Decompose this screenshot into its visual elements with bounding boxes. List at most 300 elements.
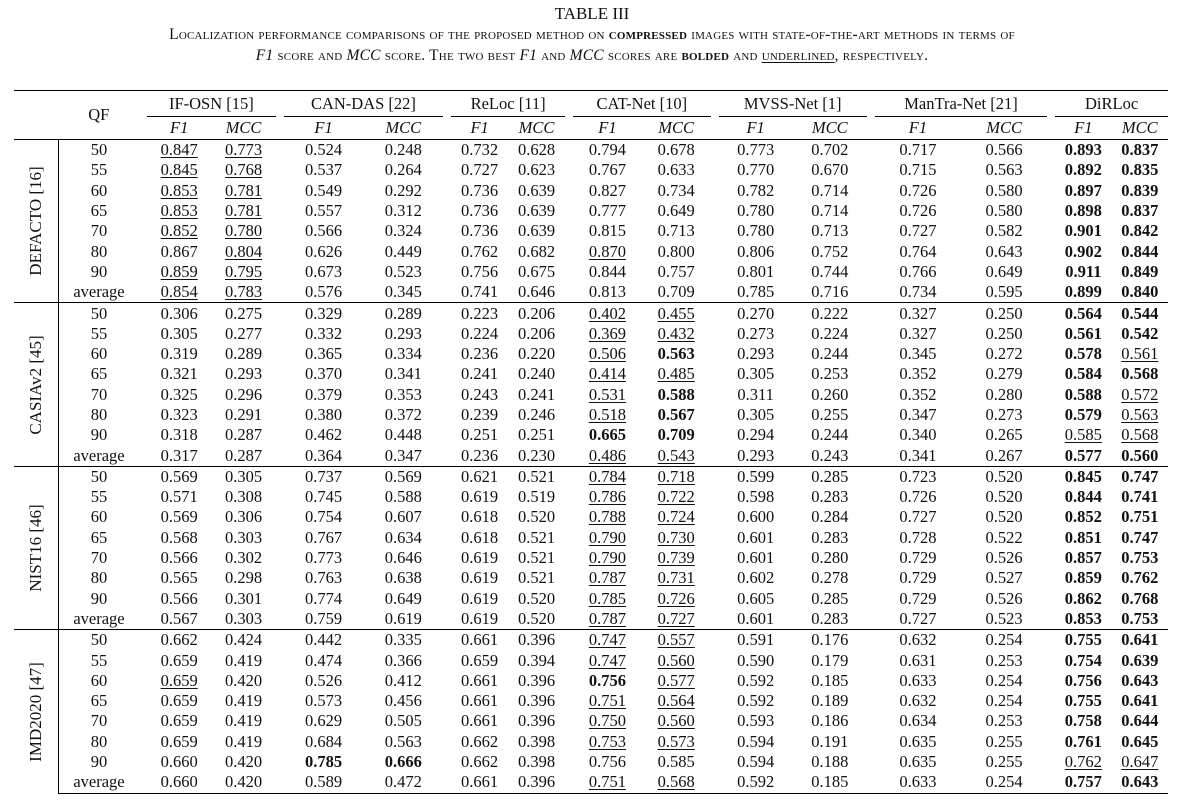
score-value: 0.726: [899, 180, 937, 200]
score-value: 0.188: [811, 752, 849, 772]
score-cell: [642, 528, 711, 548]
dataset-cell: [14, 303, 59, 466]
qf-cell: average: [73, 445, 125, 465]
table-row: [14, 181, 1168, 201]
mcc-header: MCC: [811, 118, 848, 137]
score-value: 0.272: [985, 344, 1023, 364]
score-value: 0.591: [737, 630, 775, 650]
score-cell: [147, 732, 211, 752]
score-cell: [573, 487, 642, 507]
score-value: 0.709: [657, 282, 695, 302]
best-score: 0.561: [1064, 323, 1102, 343]
score-value: 0.766: [899, 261, 937, 281]
score-value: 0.521: [517, 466, 556, 486]
score-value: 0.619: [461, 608, 499, 628]
score-cell: [147, 609, 211, 630]
score-cell: [1055, 201, 1111, 221]
score-cell: [961, 548, 1047, 568]
score-cell: [875, 344, 961, 364]
score-value: 0.244: [811, 425, 849, 445]
score-cell: [961, 445, 1047, 466]
score-value: 0.398: [517, 731, 556, 751]
score-value: 0.634: [899, 711, 937, 731]
score-cell: [961, 609, 1047, 630]
score-cell: [508, 282, 565, 303]
score-value: 0.639: [517, 221, 556, 241]
score-cell: [719, 507, 793, 527]
score-value: 0.757: [657, 261, 695, 281]
score-cell: [573, 344, 642, 364]
second-best-score: 0.572: [1121, 384, 1159, 404]
score-cell: [793, 630, 867, 651]
table-row: [14, 732, 1168, 752]
score-cell: [451, 344, 508, 364]
score-cell: [147, 262, 211, 282]
second-best-score: 0.753: [588, 731, 626, 751]
score-value: 0.527: [985, 568, 1023, 588]
best-score: 0.645: [1121, 731, 1159, 751]
score-cell: [719, 568, 793, 588]
score-cell: [875, 752, 961, 772]
score-cell: [147, 445, 211, 466]
table-row: [14, 711, 1168, 731]
score-cell: [1112, 671, 1168, 691]
score-value: 0.569: [160, 507, 198, 527]
second-best-score: 0.762: [1064, 752, 1102, 772]
score-value: 0.714: [811, 180, 849, 200]
score-cell: [508, 732, 565, 752]
score-value: 0.661: [461, 670, 499, 690]
second-best-score: 0.727: [657, 608, 695, 628]
score-cell: [451, 160, 508, 180]
score-cell: [1055, 303, 1111, 324]
score-value: 0.736: [461, 180, 499, 200]
best-score: 0.665: [588, 425, 626, 445]
score-cell: [961, 282, 1047, 303]
score-value: 0.335: [384, 630, 422, 650]
score-cell: [1055, 324, 1111, 344]
score-cell: [1112, 262, 1168, 282]
score-cell: [363, 548, 443, 568]
table-row: [14, 589, 1168, 609]
score-value: 0.734: [657, 180, 695, 200]
score-cell: [1112, 650, 1168, 670]
score-cell: [719, 181, 793, 201]
score-value: 0.601: [737, 548, 775, 568]
score-value: 0.283: [811, 608, 849, 628]
score-cell: [793, 364, 867, 384]
score-cell: [793, 609, 867, 630]
score-value: 0.474: [305, 650, 343, 670]
score-cell: [211, 691, 275, 711]
score-cell: [1112, 507, 1168, 527]
score-cell: [793, 528, 867, 548]
qf-cell: 70: [90, 548, 108, 568]
score-cell: [642, 445, 711, 466]
second-best-score: 0.560: [657, 650, 695, 670]
score-cell: [1112, 528, 1168, 548]
qf-cell: average: [59, 772, 140, 793]
score-value: 0.280: [985, 384, 1023, 404]
best-score: 0.839: [1121, 180, 1159, 200]
score-cell: [642, 630, 711, 651]
score-cell: [451, 425, 508, 445]
dataset-label: NIST16 [46]: [26, 504, 45, 592]
second-best-score: 0.506: [588, 344, 626, 364]
score-value: 0.449: [384, 241, 422, 261]
score-cell: [147, 221, 211, 241]
score-value: 0.682: [517, 241, 556, 261]
score-cell: [961, 140, 1047, 161]
best-score: 0.768: [1121, 588, 1159, 608]
dataset-header: [14, 91, 59, 140]
table-row: [14, 282, 1168, 303]
score-value: 0.246: [517, 405, 556, 424]
score-cell: [284, 711, 364, 731]
score-cell: [284, 568, 364, 588]
score-cell: [508, 344, 565, 364]
score-cell: [147, 160, 211, 180]
best-score: 0.747: [1121, 466, 1159, 486]
caption-text: score and: [273, 47, 347, 64]
score-cell: [508, 772, 565, 793]
score-cell: [793, 282, 867, 303]
second-best-score: 0.870: [588, 241, 626, 261]
score-cell: [508, 140, 565, 161]
best-score: 0.761: [1064, 731, 1102, 751]
score-cell: [508, 466, 565, 487]
score-cell: [1112, 752, 1168, 772]
score-cell: [147, 671, 211, 691]
score-cell: [642, 671, 711, 691]
score-cell: [875, 528, 961, 548]
score-cell: [875, 385, 961, 405]
method-header: MVSS-Net [1]: [719, 91, 867, 117]
score-value: 0.626: [305, 241, 343, 261]
score-cell: [642, 324, 711, 344]
score-value: 0.472: [384, 772, 422, 792]
table-row: [14, 507, 1168, 527]
mcc-header: MCC: [658, 118, 695, 137]
score-value: 0.243: [811, 445, 849, 465]
second-best-score: 0.768: [224, 160, 263, 180]
best-score: 0.643: [1121, 670, 1159, 690]
score-value: 0.713: [657, 221, 695, 241]
second-best-score: 0.531: [588, 384, 626, 404]
mcc-header: MCC: [986, 118, 1022, 137]
score-value: 0.736: [461, 221, 499, 241]
best-score: 0.751: [1121, 507, 1159, 527]
best-score: 0.852: [1064, 507, 1102, 527]
score-value: 0.619: [384, 608, 422, 628]
best-score: 0.578: [1064, 344, 1102, 364]
score-cell: [363, 528, 443, 548]
score-cell: [719, 282, 793, 303]
score-cell: [211, 711, 275, 731]
score-cell: [875, 772, 961, 793]
table-row: [14, 445, 1168, 466]
score-cell: [573, 303, 642, 324]
score-value: 0.649: [657, 201, 695, 221]
score-cell: [1112, 324, 1168, 344]
table-row: [14, 221, 1168, 241]
score-value: 0.759: [305, 608, 343, 628]
best-score: 0.755: [1064, 691, 1102, 711]
qf-header: QF: [88, 105, 110, 124]
score-cell: [642, 282, 711, 303]
second-best-score: 0.747: [588, 650, 626, 670]
second-best-score: 0.859: [160, 261, 198, 281]
score-cell: [451, 528, 508, 548]
score-cell: [451, 691, 508, 711]
score-value: 0.303: [224, 527, 263, 547]
second-best-score: 0.787: [588, 608, 626, 628]
score-cell: [642, 344, 711, 364]
score-cell: [147, 589, 211, 609]
best-score: 0.564: [1064, 303, 1102, 323]
score-value: 0.293: [737, 344, 775, 364]
score-value: 0.248: [384, 140, 422, 160]
score-value: 0.526: [985, 548, 1023, 568]
score-value: 0.565: [160, 568, 198, 588]
score-cell: [284, 732, 364, 752]
score-cell: [147, 241, 211, 261]
score-cell: [961, 752, 1047, 772]
score-cell: [211, 772, 275, 793]
results-table: [14, 90, 1168, 794]
mcc-header: MCC: [225, 118, 262, 137]
score-value: 0.372: [384, 405, 422, 424]
qf-cell: 60: [90, 507, 108, 527]
qf-cell: 55: [90, 650, 108, 670]
table-row: [14, 548, 1168, 568]
score-cell: [719, 262, 793, 282]
score-value: 0.189: [811, 691, 849, 711]
score-value: 0.321: [160, 364, 198, 384]
score-cell: [284, 324, 364, 344]
f1-header: F1: [314, 118, 333, 137]
score-value: 0.291: [224, 405, 263, 424]
score-cell: [363, 445, 443, 466]
score-value: 0.347: [384, 445, 422, 465]
best-score: 0.666: [384, 752, 422, 772]
score-value: 0.296: [224, 384, 263, 404]
score-cell: [961, 711, 1047, 731]
second-best-score: 0.557: [657, 630, 695, 650]
score-value: 0.661: [461, 772, 499, 792]
score-cell: [961, 160, 1047, 180]
score-value: 0.800: [657, 241, 695, 261]
score-value: 0.727: [899, 608, 937, 628]
qf-cell: 65: [90, 527, 108, 547]
second-best-score: 0.432: [657, 323, 695, 343]
score-cell: [211, 201, 275, 221]
score-cell: [1055, 548, 1111, 568]
score-cell: [875, 671, 961, 691]
score-cell: [719, 671, 793, 691]
score-value: 0.714: [811, 201, 849, 221]
score-value: 0.737: [305, 466, 343, 486]
score-cell: [875, 201, 961, 221]
qf-cell: 60: [90, 670, 108, 690]
dataset-cell: [14, 140, 59, 303]
score-cell: [875, 364, 961, 384]
score-value: 0.352: [899, 364, 937, 384]
score-cell: [1112, 732, 1168, 752]
second-best-score: 0.787: [588, 568, 626, 588]
best-score: 0.893: [1064, 140, 1102, 160]
score-value: 0.594: [737, 731, 775, 751]
table-row: [14, 630, 1168, 651]
score-cell: [793, 507, 867, 527]
score-cell: [147, 140, 211, 161]
score-cell: [147, 385, 211, 405]
score-cell: [211, 282, 275, 303]
score-value: 0.520: [985, 507, 1023, 527]
score-cell: [211, 732, 275, 752]
score-cell: [961, 507, 1047, 527]
score-value: 0.726: [899, 487, 937, 507]
score-value: 0.619: [461, 588, 499, 608]
qf-cell: 55: [90, 160, 108, 180]
score-cell: [211, 324, 275, 344]
table-row: [14, 425, 1168, 445]
score-value: 0.794: [588, 140, 626, 160]
score-value: 0.260: [811, 384, 849, 404]
qf-cell: 80: [90, 731, 108, 751]
score-cell: [284, 691, 364, 711]
score-value: 0.592: [737, 670, 775, 690]
score-cell: [793, 732, 867, 752]
score-cell: [1112, 445, 1168, 466]
score-cell: [719, 466, 793, 487]
best-score: 0.844: [1064, 487, 1102, 507]
score-value: 0.639: [517, 180, 556, 200]
table-caption: [0, 0, 1184, 66]
second-best-score: 0.739: [657, 548, 695, 568]
score-value: 0.186: [811, 711, 849, 731]
score-cell: [284, 181, 364, 201]
score-cell: [1112, 630, 1168, 651]
score-value: 0.585: [657, 752, 695, 772]
table-row: [14, 609, 1168, 630]
dataset-label: IMD2020 [47]: [26, 661, 45, 762]
score-value: 0.241: [461, 364, 499, 384]
score-cell: [573, 691, 642, 711]
second-best-score: 0.485: [657, 364, 695, 384]
score-cell: [961, 650, 1047, 670]
score-value: 0.319: [160, 344, 198, 364]
score-cell: [284, 589, 364, 609]
second-best-score: 0.790: [588, 548, 626, 568]
table-number: TABLE III: [554, 4, 630, 23]
method-header: CAN-DAS [22]: [284, 91, 443, 117]
score-cell: [363, 732, 443, 752]
score-value: 0.412: [384, 670, 422, 690]
mcc-header: MCC: [1121, 118, 1158, 137]
score-value: 0.770: [737, 160, 775, 180]
score-value: 0.255: [811, 405, 849, 424]
score-cell: [642, 364, 711, 384]
score-cell: [719, 732, 793, 752]
f1-header: F1: [170, 118, 189, 137]
score-cell: [719, 405, 793, 425]
score-cell: [1055, 772, 1111, 793]
second-best-score: 0.414: [588, 364, 626, 384]
score-value: 0.352: [899, 384, 937, 404]
second-best-score: 0.568: [1121, 425, 1159, 445]
score-value: 0.827: [588, 180, 626, 200]
qf-cell: 50: [59, 140, 140, 161]
score-value: 0.549: [305, 180, 343, 200]
caption-text: and: [537, 47, 570, 64]
score-cell: [961, 466, 1047, 487]
score-cell: [1112, 568, 1168, 588]
best-score: 0.579: [1064, 405, 1102, 424]
score-value: 0.649: [384, 588, 422, 608]
score-cell: [642, 425, 711, 445]
score-cell: [573, 364, 642, 384]
score-cell: [642, 711, 711, 731]
score-cell: [719, 772, 793, 793]
mcc-header: MCC: [385, 118, 422, 137]
score-cell: [363, 691, 443, 711]
score-cell: [961, 241, 1047, 261]
score-cell: [363, 160, 443, 180]
score-cell: [451, 303, 508, 324]
score-value: 0.629: [305, 711, 343, 731]
qf-cell: 65: [90, 364, 108, 384]
score-value: 0.684: [305, 731, 343, 751]
score-value: 0.394: [517, 650, 556, 670]
score-cell: [642, 181, 711, 201]
score-cell: [1055, 487, 1111, 507]
score-cell: [573, 752, 642, 772]
score-cell: [508, 385, 565, 405]
score-cell: [1055, 364, 1111, 384]
dataset-label: CASIAv2 [45]: [26, 334, 45, 435]
score-cell: [363, 752, 443, 772]
score-value: 0.662: [160, 630, 198, 650]
score-value: 0.566: [160, 588, 198, 608]
score-value: 0.773: [737, 140, 775, 160]
score-cell: [451, 772, 508, 793]
score-cell: [642, 385, 711, 405]
score-value: 0.287: [224, 445, 263, 465]
score-value: 0.639: [517, 201, 556, 221]
best-score: 0.762: [1121, 568, 1159, 588]
score-value: 0.523: [985, 608, 1023, 628]
caption-text: , respectively.: [834, 47, 929, 64]
score-cell: [363, 466, 443, 487]
score-value: 0.520: [517, 507, 556, 527]
score-cell: [1112, 548, 1168, 568]
header-row-metrics: [14, 117, 1168, 140]
qf-cell: 65: [90, 691, 108, 711]
score-cell: [1112, 487, 1168, 507]
second-best-score: 0.845: [160, 160, 198, 180]
score-cell: [793, 344, 867, 364]
score-value: 0.673: [305, 261, 343, 281]
score-value: 0.241: [517, 384, 556, 404]
score-value: 0.289: [224, 344, 263, 364]
best-score: 0.849: [1121, 261, 1159, 281]
score-value: 0.522: [985, 527, 1023, 547]
score-cell: [284, 140, 364, 161]
score-cell: [642, 650, 711, 670]
score-cell: [284, 671, 364, 691]
score-value: 0.345: [384, 282, 422, 302]
